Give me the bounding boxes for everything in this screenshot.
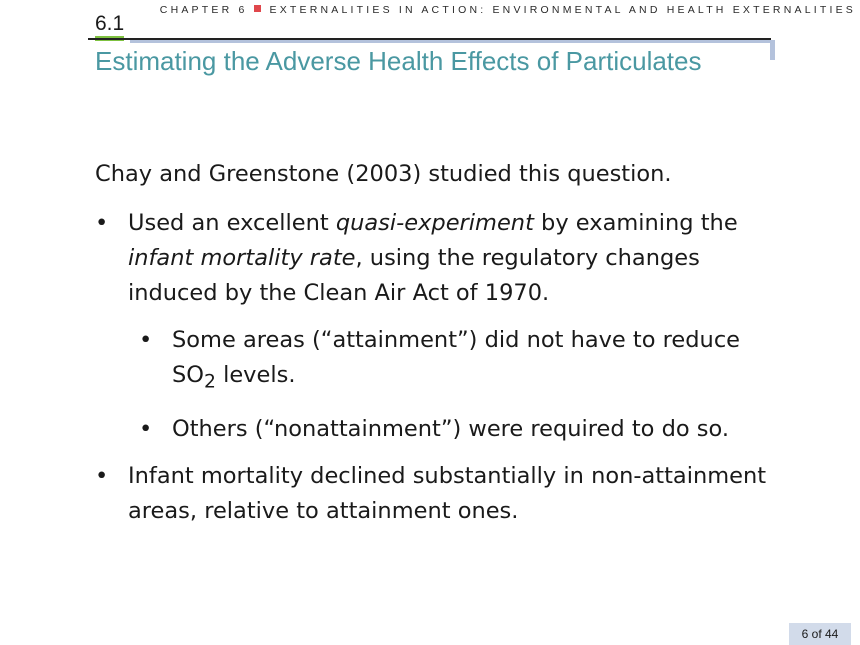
page-indicator: 6 of 44 [789,623,851,645]
bullet-marker: • [95,462,109,489]
slide-title: Estimating the Adverse Health Effects of Particulates [95,46,702,76]
intro-text: Chay and Greenstone (2003) studied this question. [95,161,672,187]
slide-body [95,157,785,541]
header-accent-rule-end [770,40,775,60]
sub-bullet-item: • Some areas (“attainment”) did not have to reduce $SO_2$ levels. [95,323,785,400]
subscript: 2 [204,371,216,393]
bullet-marker: • [139,415,153,442]
chapter-separator-square [254,5,261,12]
bullet-item: • Infant mortality declined substantially in non-attainment areas, relative to attainment ones. [95,459,785,529]
bullet-marker: • [139,327,153,353]
bullet-item: • Used an excellent quasi-experiment by examining the infant mortality rate, using the regulatory changes induced by the Clean Air Act of 1970. [95,206,785,311]
chapter-title: EXTERNALITIES IN ACTION: ENVIRONMENTAL AND HEALTH EXTERNALITIES [269,4,856,16]
sub-bullet-item: • Others (“nonattainment”) were required to do so. [95,412,785,447]
section-number: 6.1 [95,12,125,35]
chapter-header [160,4,856,16]
header-accent-rule [130,40,773,43]
chapter-label: CHAPTER 6 [159,4,248,16]
bullet-marker: • [95,210,109,236]
